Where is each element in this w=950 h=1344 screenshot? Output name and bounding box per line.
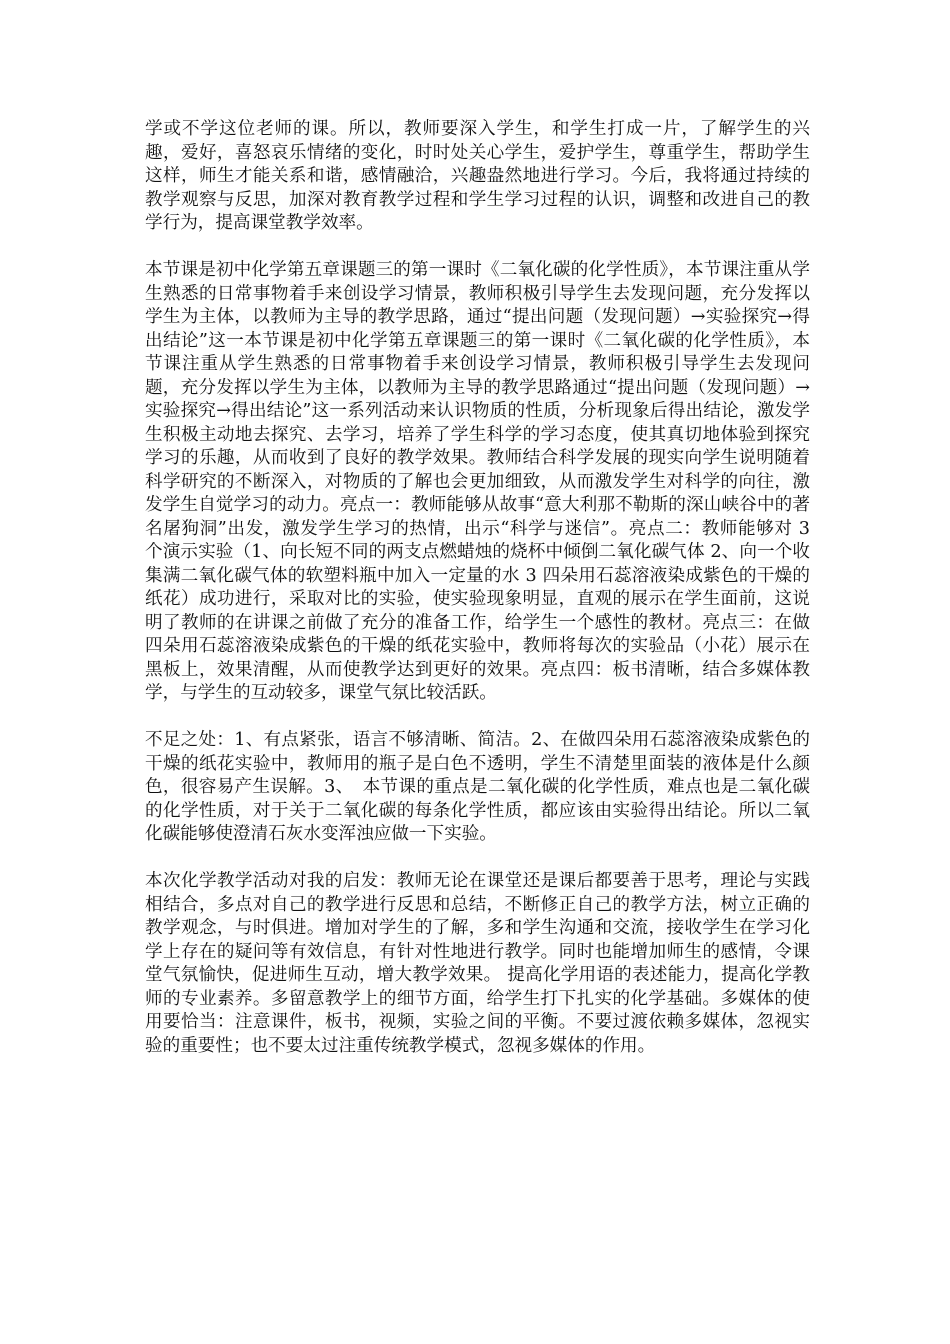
paragraph-intro: 学或不学这位老师的课。所以，教师要深入学生，和学生打成一片，了解学生的兴趣，爱好，喜怒哀乐情绪的变化，时时处关心学生，爱护学生，尊重学生，帮助学生这样，师生才能关系和谐，感情融洽，兴趣盎然地进行学习。今后，我将通过持续的教学观察与反思，加深对教育教学过程和学生学习过程的认识，调整和改进自己的教学行为，提高课堂教学效率。 [145,119,810,233]
paragraph-inspiration: 本次化学教学活动对我的启发：教师无论在课堂还是课后都要善于思考，理论与实践相结合，多点对自己的教学进行反思和总结，不断修正自己的教学方法，树立正确的教学观念，与时俱进。增加对学生的了解，多和学生沟通和交流，接收学生在学习化学上存在的疑问等有效信息，有针对性地进行教学。同时也能增加师生的感情，令课堂气氛愉快，促进师生互动，增大教学效果。 提高化学用语的表述能力，提高化学教师的专业素养。多留意教学上的细节方面，给学生打下扎实的化学基础。多媒体的使用要恰当：注意课件，板书，视频，实验之间的平衡。不要过渡依赖多媒体，忽视实验的重要性；也不要太过注重传统教学模式，忽视多媒体的作用。 [145,871,810,1056]
document-body [145,118,810,1082]
paragraph-shortcomings: 不足之处：1、有点紧张，语言不够清晰、简洁。2、在做四朵用石蕊溶液染成紫色的干燥的纸花实验中，教师用的瓶子是白色不透明，学生不清楚里面装的液体是什么颜色，很容易产生误解。3、 本节课的重点是二氧化碳的化学性质，难点也是二氧化碳的化学性质，对于关于二氧化碳的每条化学性质，都应该由实验得出结论。所以二氧化碳能够使澄清石灰水变浑浊应做一下实验。 [145,730,810,844]
paragraph-lesson-review: 本节课是初中化学第五章课题三的第一课时《二氧化碳的化学性质》，本节课注重从学生熟悉的日常事物着手来创设学习情景，教师积极引导学生去发现问题，充分发挥以学生为主体，以教师为主导的教学思路，通过“提出问题（发现问题）→实验探究→得出结论”这一本节课是初中化学第五章课题三的第一课时《二氧化碳的化学性质》，本节课注重从学生熟悉的日常事物着手来创设学习情景，教师积极引导学生去发现问题，充分发挥以学生为主体，以教师为主导的教学思路通过“提出问题（发现问题）→实验探究→得出结论”这一系列活动来认识物质的性质，分析现象后得出结论，激发学生积极主动地去探究、去学习，培养了学生科学的学习态度，使其真切地体验到探究学习的乐趣，从而收到了良好的教学效果。教师结合科学发展的现实向学生说明随着科学研究的不断深入，对物质的了解也会更加细致，从而激发学生对科学的向往，激发学生自觉学习的动力。亮点一：教师能够从故事“意大利那不勒斯的深山峡谷中的著名屠狗洞”出发，激发学生学习的热情，出示“科学与迷信”。亮点二：教师能够对 3 个演示实验（1、向长短不同的两支点燃蜡烛的烧杯中倾倒二氧化碳气体 2、向一个收集满二氧化碳气体的软塑料瓶中加入一定量的水 3 四朵用石蕊溶液染成紫色的干燥的纸花）成功进行，采取对比的实验，使实验现象明显，直观的展示在学生面前，这说明了教师的在讲课之前做了充分的准备工作，给学生一个感性的教材。亮点三：在做四朵用石蕊溶液染成紫色的干燥的纸花实验中，教师将每次的实验品（小花）展示在黑板上，效果清醒，从而使教学达到更好的效果。亮点四：板书清晰，结合多媒体教学，与学生的互动较多，课堂气氛比较活跃。 [145,260,810,703]
